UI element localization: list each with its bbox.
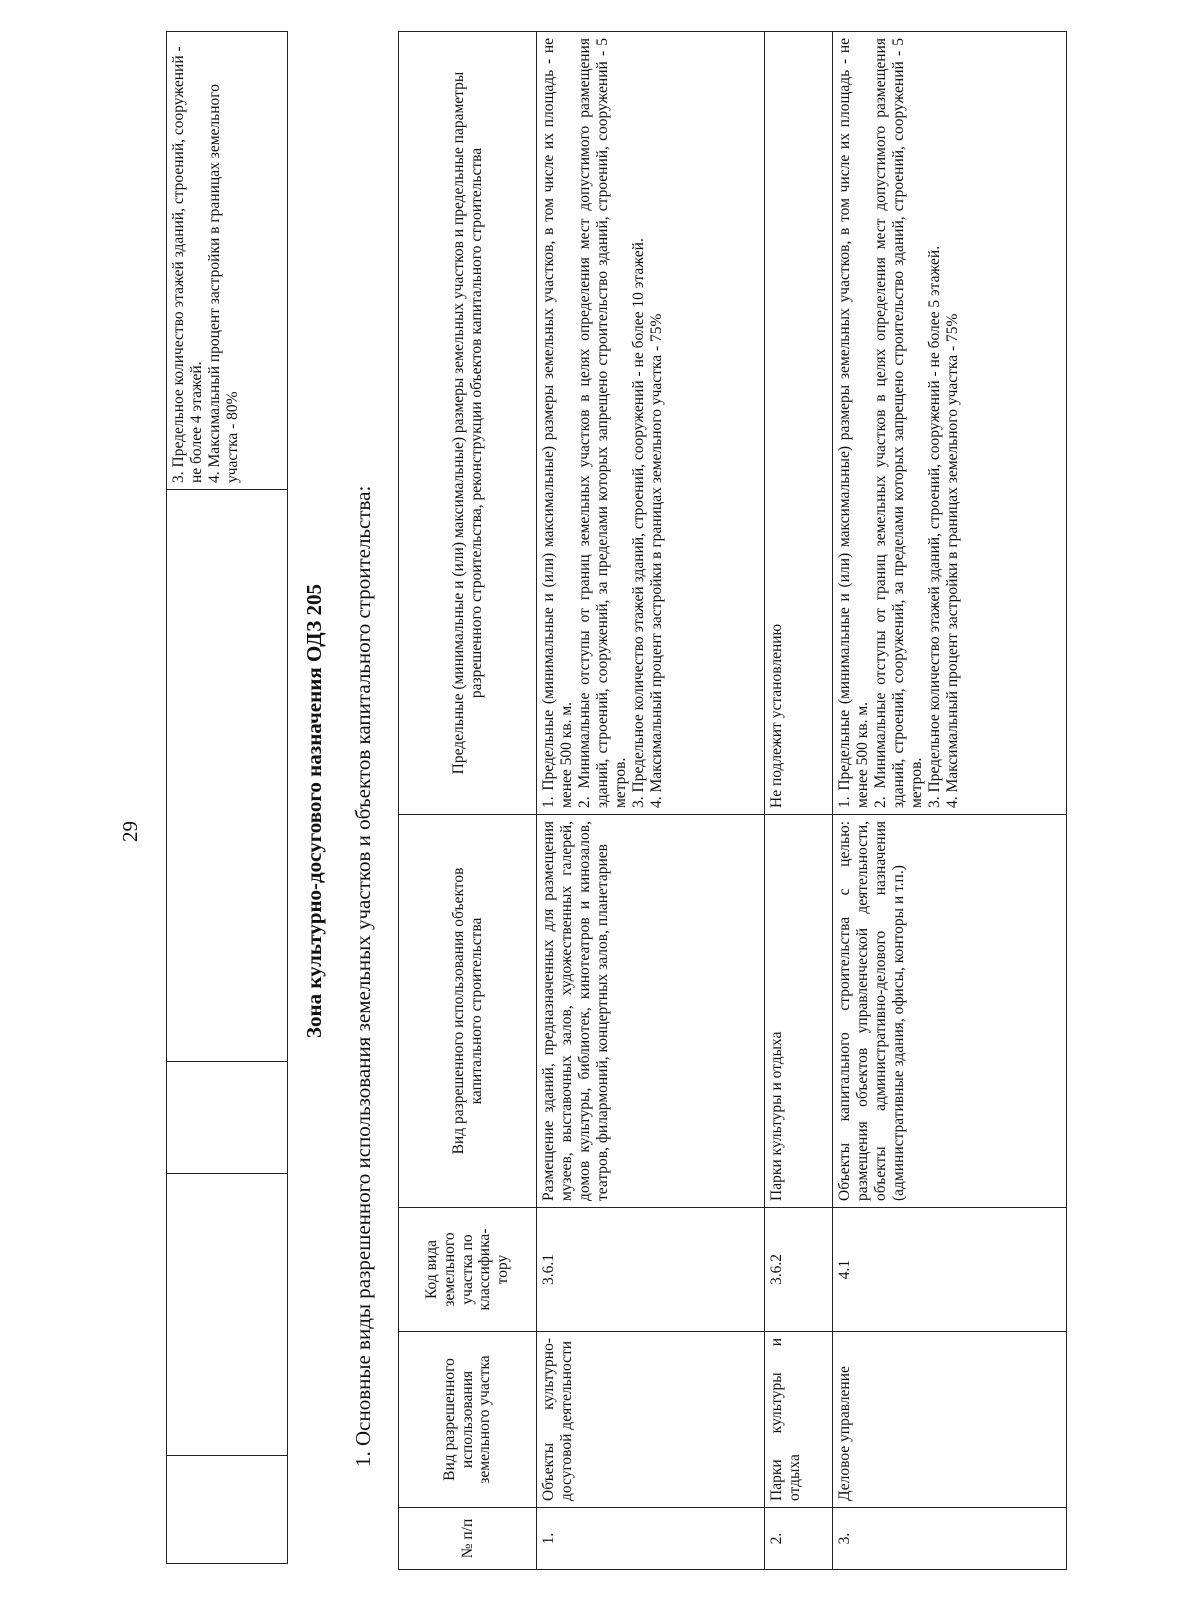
header-building-use: Вид разрешенного использования объектов капитального строительства: [399, 815, 537, 1208]
param-line: 1. Предельные (минимальные и (или) максимальные) размеры земельных участков, в том числе их площадь - не менее 500 кв. м.: [836, 38, 871, 808]
code-cell: 3.6.2: [765, 1208, 833, 1332]
row-number: 1.: [537, 1508, 765, 1570]
params-cell: [167, 32, 288, 490]
zone-title: Зона культурно-досугового назначения ОДЗ 205: [302, 583, 326, 1039]
page-number: 29: [118, 821, 142, 842]
table-cell: [167, 1456, 288, 1564]
params-cell: [765, 32, 833, 815]
header-num: № п/п: [399, 1508, 537, 1570]
params-cell: [537, 32, 765, 815]
param-line: 3. Предельное количество этажей зданий, строений, сооружений - не более 4 этажей.: [170, 46, 205, 483]
previous-page-table: [166, 31, 288, 1564]
table-cell: [167, 490, 288, 1062]
table-row: [833, 32, 1067, 1570]
param-line: 3. Предельное количество этажей зданий, строений, сооружений - не более 10 этажей.: [629, 238, 647, 808]
param-line: 4. Максимальный процент застройки в границах земельного участка - 80%: [205, 84, 241, 483]
table-row: [765, 32, 833, 1570]
table-row: [537, 32, 765, 1570]
params-cell: [833, 32, 1067, 815]
param-line: 3. Предельное количество этажей зданий, строений, сооружений - не более 5 этажей.: [925, 245, 943, 808]
row-number: 3.: [833, 1508, 1067, 1570]
building-use-cell: Размещение зданий, предназначенных для размещения музеев, выставочных залов, художественных галерей, домов культуры, библиотек, кинотеатров и кинозалов, театров, филармоний, концертных залов, планетариев: [537, 815, 765, 1208]
land-use-cell: Парки культуры и отдыха: [765, 1332, 833, 1508]
header-code: Код вида земельного участка по классифика-тору: [399, 1208, 537, 1332]
param-line: Не подлежит установлению: [768, 623, 785, 808]
table-row: [167, 32, 288, 1564]
code-cell: 3.6.1: [537, 1208, 765, 1332]
table-header-row: [399, 32, 537, 1570]
permitted-use-table: [398, 31, 1067, 1570]
param-line: 2. Минимальные отступы от границ земельных участков в целях определения мест допустимого размещения зданий, строений, сооружений, за пределами которых запрещено строительство зданий, строений, сооружений - 5 метров.: [871, 38, 925, 808]
building-use-cell: Объекты капитального строительства с целью: размещения объектов управленческой деятельности, объекты административно-делового назначения (административные здания, офисы, конторы и т.п.): [833, 815, 1067, 1208]
table-cell: [167, 1062, 288, 1174]
header-params: Предельные (минимальные и (или) максимальные) размеры земельных участков и предельные параметры разрешенного строительства, реконструкции объектов капитального строительства: [399, 32, 537, 815]
row-number: 2.: [765, 1508, 833, 1570]
param-line: 4. Максимальный процент застройки в границах земельного участка - 75%: [943, 313, 961, 808]
param-line: 4. Максимальный процент застройки в границах земельного участка - 75%: [647, 313, 665, 808]
code-cell: 4.1: [833, 1208, 1067, 1332]
param-line: 2. Минимальные отступы от границ земельных участков в целях определения мест допустимого размещения зданий, строений, сооружений, за пределами которых запрещено строительство зданий, строений, сооружений - 5 метров.: [575, 38, 629, 808]
param-line: 1. Предельные (минимальные и (или) максимальные) размеры земельных участков, в том числе их площадь - не менее 500 кв. м.: [540, 38, 575, 808]
section-heading: 1. Основные виды разрешенного использования земельных участков и объектов капитального строительства:: [351, 485, 375, 1467]
table-cell: [167, 1174, 288, 1456]
land-use-cell: Объекты культурно-досуговой деятельности: [537, 1332, 765, 1508]
land-use-cell: Деловое управление: [833, 1332, 1067, 1508]
building-use-cell: Парки культуры и отдыха: [765, 815, 833, 1208]
header-land-use: Вид разрешенного использования земельного участка: [399, 1332, 537, 1508]
